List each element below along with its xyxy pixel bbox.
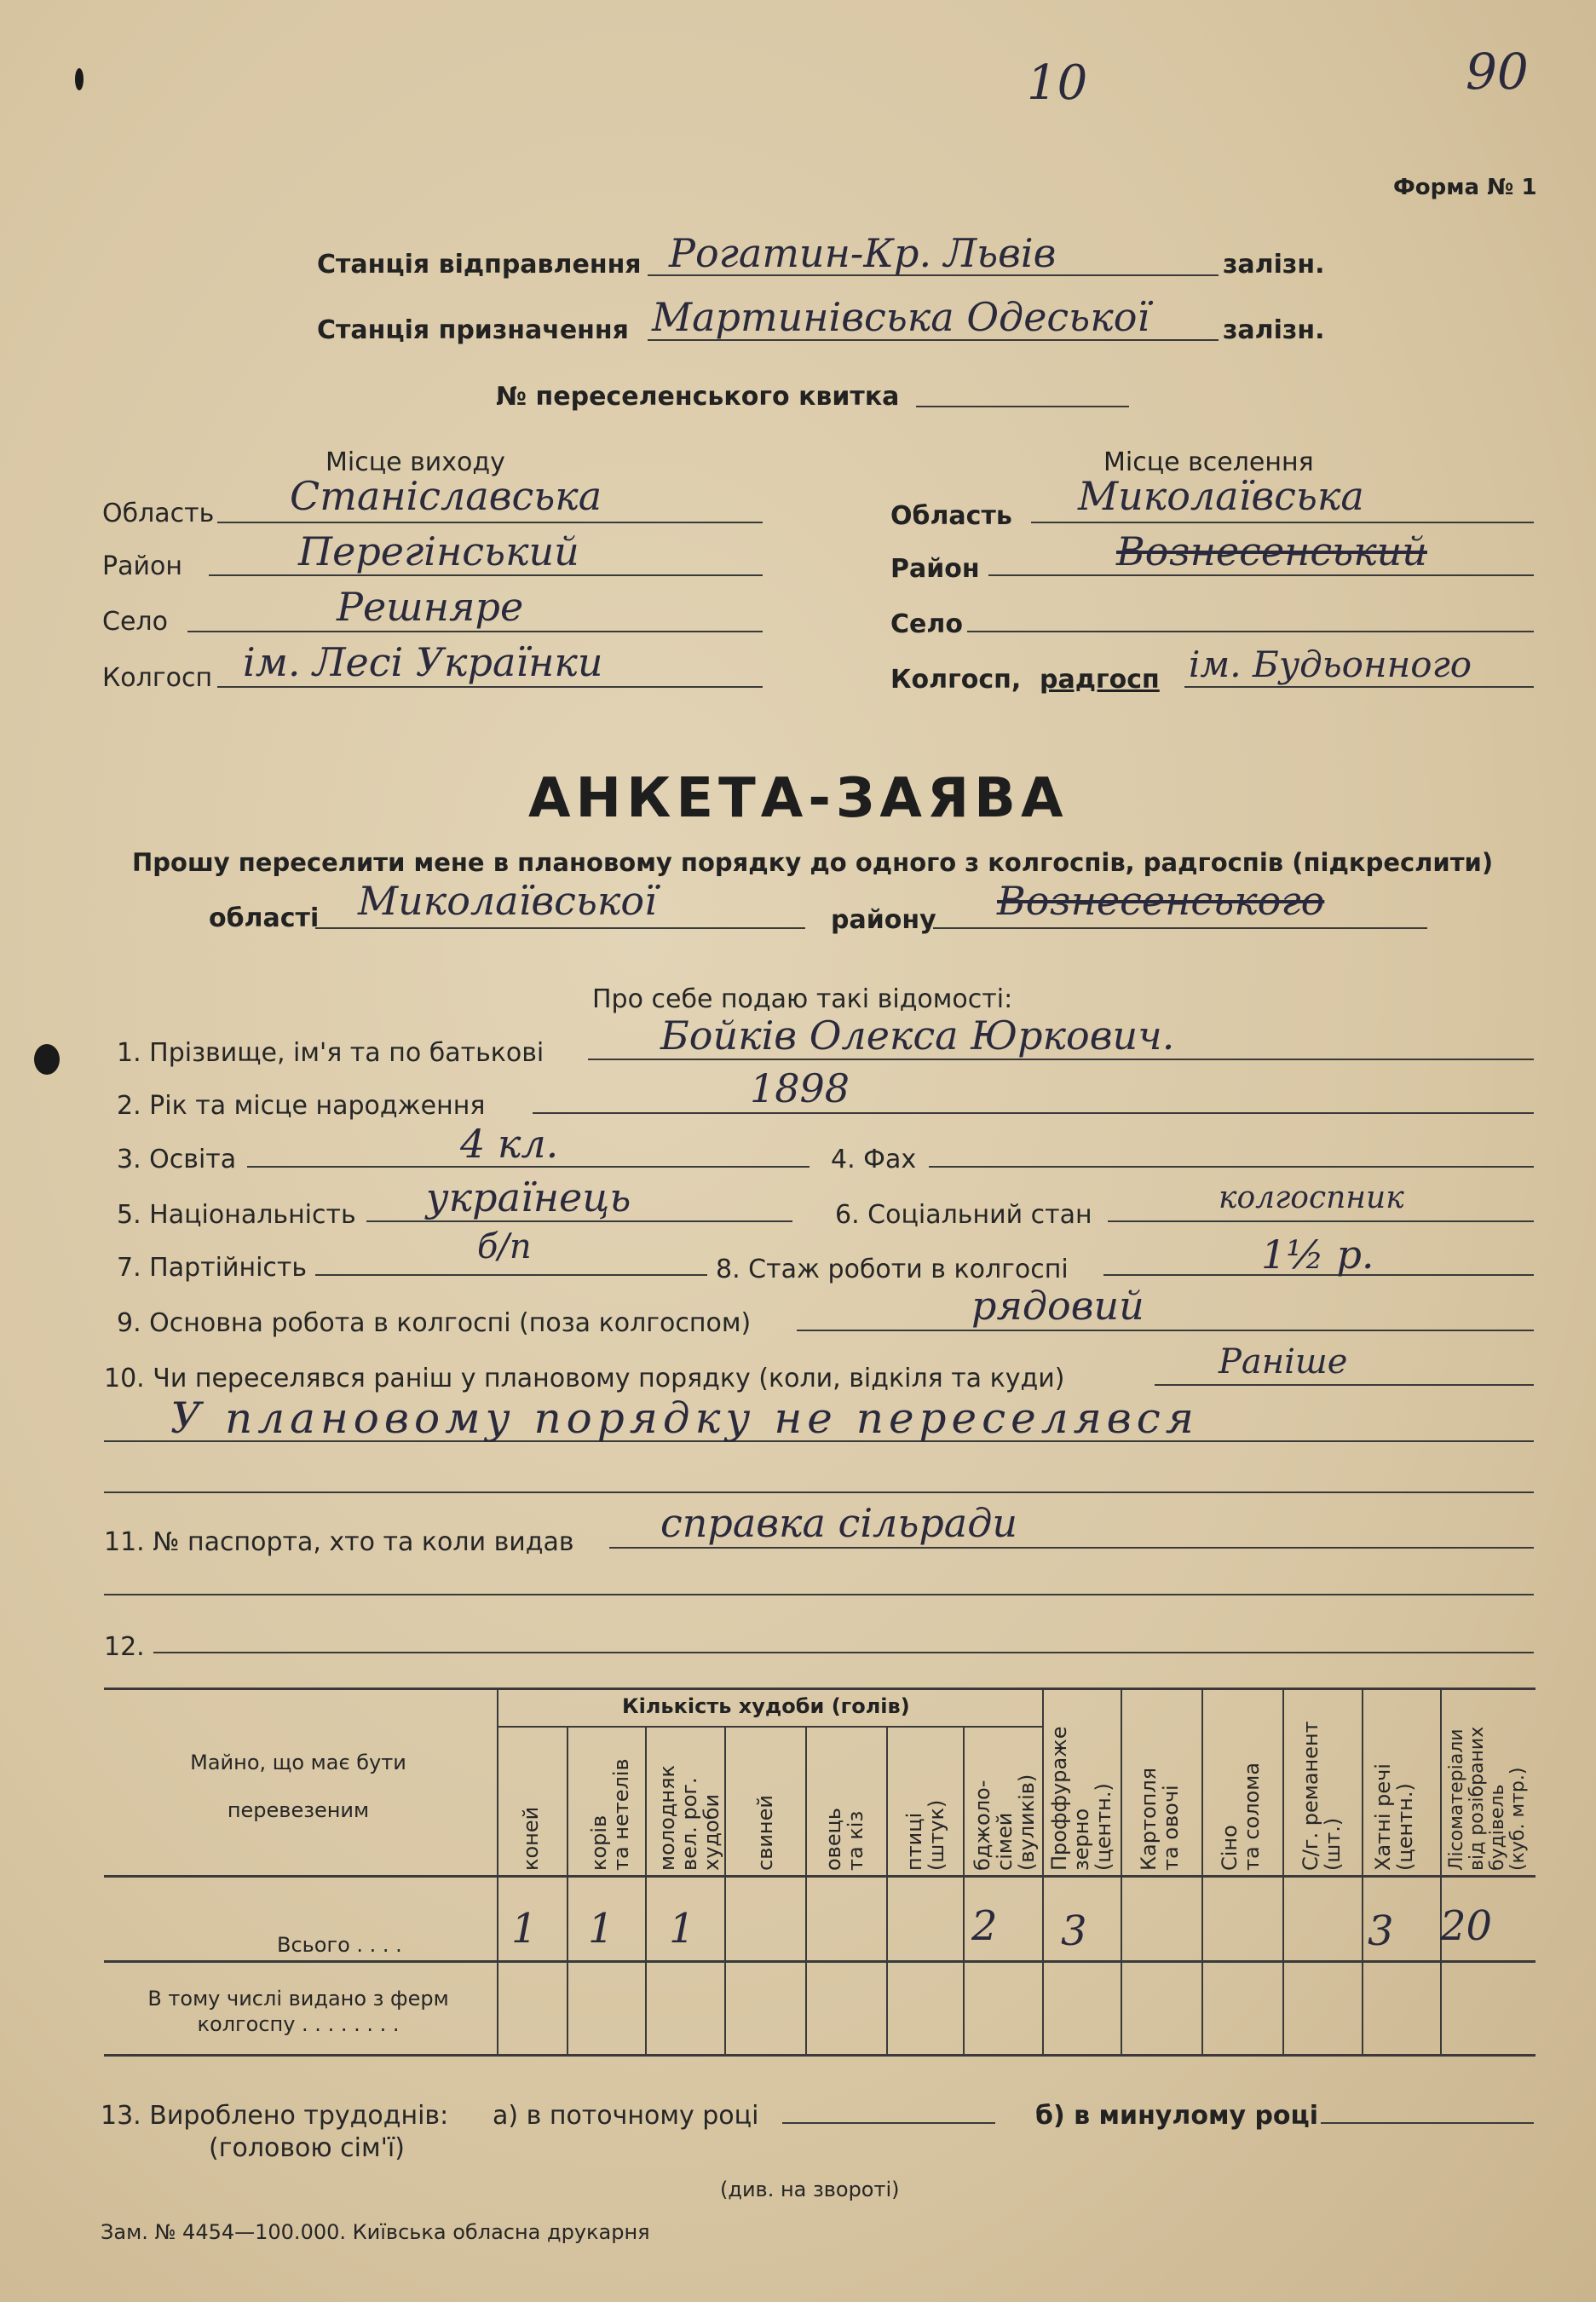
table-group-header: Кількість худоби (голів)	[622, 1694, 910, 1718]
departure-station-value: Рогатин-Кр. Львів	[669, 230, 1057, 276]
destination-oblast-value: Миколаївська	[1078, 473, 1364, 519]
destination-raion-line	[988, 574, 1534, 576]
form-title: АНКЕТА-ЗАЯВА	[528, 767, 1069, 830]
arrival-suffix: залізн.	[1223, 315, 1325, 345]
arrival-station-value: Мартинівська Одеської	[652, 294, 1150, 340]
punch-hole	[34, 1044, 60, 1075]
workdays-previous-label: б) в минулому році	[1035, 2101, 1319, 2131]
col-header-potatoes: Картопля та овочі	[1137, 1767, 1183, 1871]
field-5-label: 5. Національність	[117, 1200, 356, 1230]
request-raion-label: району	[831, 905, 936, 935]
table-top-border	[104, 1688, 1536, 1690]
col-header-sheep-goats: овець та кіз	[821, 1807, 867, 1871]
punch-hole	[75, 68, 84, 90]
page-number: 90	[1466, 43, 1529, 101]
field-7-label: 7. Партійність	[117, 1253, 308, 1283]
sheet-number: 10	[1027, 55, 1088, 111]
col-header-household-goods: Хатні речі (центн.)	[1371, 1763, 1417, 1871]
col-border	[1282, 1688, 1284, 2054]
field-7-line	[315, 1274, 707, 1276]
total-beehives: 2	[971, 1902, 998, 1950]
origin-oblast-label: Область	[102, 499, 215, 528]
field-3-label: 3. Освіта	[117, 1145, 237, 1174]
destination-oblast-line	[1031, 522, 1534, 523]
col-border	[724, 1726, 726, 2054]
origin-oblast-line	[217, 522, 763, 523]
reverse-note: (див. на звороті)	[720, 2178, 900, 2201]
field-11-line-2	[104, 1594, 1534, 1595]
arrival-station-label: Станція призначення	[317, 315, 629, 345]
field-8-value: 1½ р.	[1261, 1232, 1374, 1278]
destination-kolhosp-label-2: радгосп	[1040, 665, 1160, 695]
destination-selo-label: Село	[890, 609, 963, 639]
field-10-line-3	[104, 1491, 1534, 1493]
col-border	[645, 1726, 647, 2054]
col-border	[1042, 1688, 1044, 2054]
total-row-label: Всього . . . .	[277, 1933, 402, 1957]
field-7-value: б/п	[477, 1227, 532, 1266]
destination-raion-value: Вознесенський	[1116, 528, 1427, 574]
field-11-value: справка сільради	[660, 1500, 1018, 1546]
departure-station-label: Станція відправлення	[317, 250, 642, 280]
origin-raion-label: Район	[102, 551, 182, 581]
col-header-hay-straw: Сіно та солома	[1218, 1762, 1264, 1871]
origin-raion-value: Перегінський	[298, 528, 579, 574]
field-11-label: 11. № паспорта, хто та коли видав	[104, 1527, 574, 1557]
col-border	[1201, 1688, 1203, 2054]
col-border	[1362, 1688, 1363, 2054]
field-10-value-top: Раніше	[1219, 1342, 1348, 1382]
col-header-farm-tools: С/г. реманент (шт.)	[1299, 1721, 1345, 1871]
field-9-line	[797, 1330, 1534, 1331]
workdays-current-line	[782, 2122, 995, 2124]
field-1-value: Бойків Олекса Юркович.	[660, 1013, 1175, 1059]
col-header-horses: коней	[519, 1806, 543, 1871]
origin-kolhosp-label: Колгосп	[102, 663, 213, 693]
group-header-border	[497, 1726, 1042, 1728]
workdays-sub-label: (головою сім'ї)	[209, 2133, 405, 2163]
form-label: Форма № 1	[1393, 175, 1537, 200]
field-9-label: 9. Основна робота в колгоспі (поза колгоспом)	[117, 1308, 752, 1338]
total-fodder-grain: 3	[1061, 1907, 1087, 1955]
col-border	[805, 1726, 807, 2054]
col-header-poultry: птиці (штук)	[902, 1799, 948, 1871]
field-9-value: рядовий	[971, 1283, 1144, 1329]
origin-oblast-value: Станіславська	[290, 473, 602, 519]
col-header-timber: Лісоматеріали від розібраних будівель (куб. мтр.)	[1446, 1726, 1529, 1871]
total-timber: 20	[1440, 1902, 1493, 1950]
ticket-line	[916, 406, 1129, 407]
field-4-label: 4. Фах	[831, 1145, 917, 1174]
table-row-header: Майно, що має бути перевезеним	[190, 1751, 406, 1822]
field-10-label: 10. Чи переселявся раніш у плановому порядку (коли, відкіля та куди)	[104, 1364, 1065, 1393]
workdays-label: 13. Вироблено трудоднів:	[101, 2101, 449, 2131]
table-bottom-border	[104, 2054, 1536, 2057]
request-oblast-value: Миколаївської	[358, 878, 657, 924]
ticket-label: № переселенського квитка	[496, 382, 900, 412]
col-header-pigs: свиней	[753, 1795, 777, 1871]
field-2-line	[533, 1112, 1534, 1114]
table-total-bottom-border	[104, 1960, 1536, 1963]
origin-selo-value: Решняре	[337, 584, 524, 630]
destination-selo-line	[967, 631, 1534, 632]
field-5-line	[366, 1220, 792, 1222]
col-header-beehives: бджоло- сімей (вуликів)	[971, 1774, 1039, 1871]
field-6-label: 6. Соціальний стан	[835, 1200, 1092, 1230]
departure-suffix: залізн.	[1223, 250, 1325, 280]
destination-oblast-label: Область	[890, 501, 1012, 531]
col-border	[1440, 1688, 1442, 2054]
col-header-cows: корів та нетелів	[587, 1758, 633, 1871]
farm-row-label: В тому числі видано з ферм колгоспу . . . . . . . .	[147, 1987, 449, 2036]
field-6-value: колгоспник	[1219, 1180, 1404, 1215]
origin-selo-line	[187, 631, 763, 632]
origin-selo-label: Село	[102, 607, 168, 637]
request-oblast-label: області	[209, 903, 320, 933]
intro-text: Про себе подаю такі відомості:	[592, 984, 1013, 1014]
origin-kolhosp-value: ім. Лесі Українки	[243, 639, 603, 685]
destination-kolhosp-line	[1184, 686, 1534, 688]
col-header-young-cattle: молодняк вел. рог. худоби	[655, 1764, 723, 1871]
col-border	[1121, 1688, 1122, 2054]
field-10-line	[1155, 1384, 1534, 1386]
request-text: Прошу переселити мене в плановому порядку до одного з колгоспів, радгоспів (підкреслити)	[132, 848, 1494, 877]
col-border	[963, 1726, 965, 2054]
field-5-value: українець	[426, 1174, 631, 1220]
destination-raion-label: Район	[890, 554, 980, 584]
field-3-value: 4 кл.	[460, 1121, 559, 1167]
field-12-label: 12.	[104, 1632, 145, 1662]
workdays-previous-line	[1321, 2122, 1534, 2124]
destination-header: Місце вселення	[1103, 447, 1314, 477]
workdays-current-label: а) в поточному році	[493, 2101, 759, 2131]
request-raion-line	[933, 927, 1427, 929]
field-2-value: 1898	[750, 1065, 850, 1111]
col-border	[886, 1726, 888, 2054]
table-header-bottom-border	[104, 1875, 1536, 1878]
request-oblast-line	[315, 927, 805, 929]
destination-kolhosp-label: Колгосп,	[890, 665, 1022, 695]
field-1-line	[588, 1059, 1534, 1060]
destination-kolhosp-value: ім. Будьонного	[1189, 643, 1472, 685]
request-raion-value: Вознесенського	[997, 878, 1325, 924]
field-1-label: 1. Прізвище, ім'я та по батькові	[117, 1038, 544, 1068]
total-young-cattle: 1	[669, 1905, 695, 1953]
origin-raion-line	[209, 574, 763, 576]
field-6-line	[1108, 1220, 1534, 1222]
total-household-goods: 3	[1368, 1907, 1394, 1955]
field-12-line	[153, 1652, 1534, 1653]
col-header-fodder-grain: Проффураже зерно (центн.)	[1047, 1726, 1115, 1871]
field-8-label: 8. Стаж роботи в колгоспі	[716, 1255, 1069, 1284]
origin-kolhosp-line	[217, 686, 763, 688]
field-11-line	[609, 1547, 1534, 1549]
field-2-label: 2. Рік та місце народження	[117, 1091, 486, 1121]
print-note: Зам. № 4454—100.000. Київська обласна друкарня	[101, 2220, 650, 2244]
field-4-line	[929, 1166, 1534, 1168]
total-cows: 1	[588, 1905, 614, 1953]
col-border	[497, 1688, 498, 2054]
total-horses: 1	[511, 1905, 538, 1953]
col-border	[567, 1726, 568, 2054]
origin-header: Місце виходу	[326, 447, 505, 477]
field-10-value: У плановому порядку не переселявся	[170, 1393, 1199, 1443]
